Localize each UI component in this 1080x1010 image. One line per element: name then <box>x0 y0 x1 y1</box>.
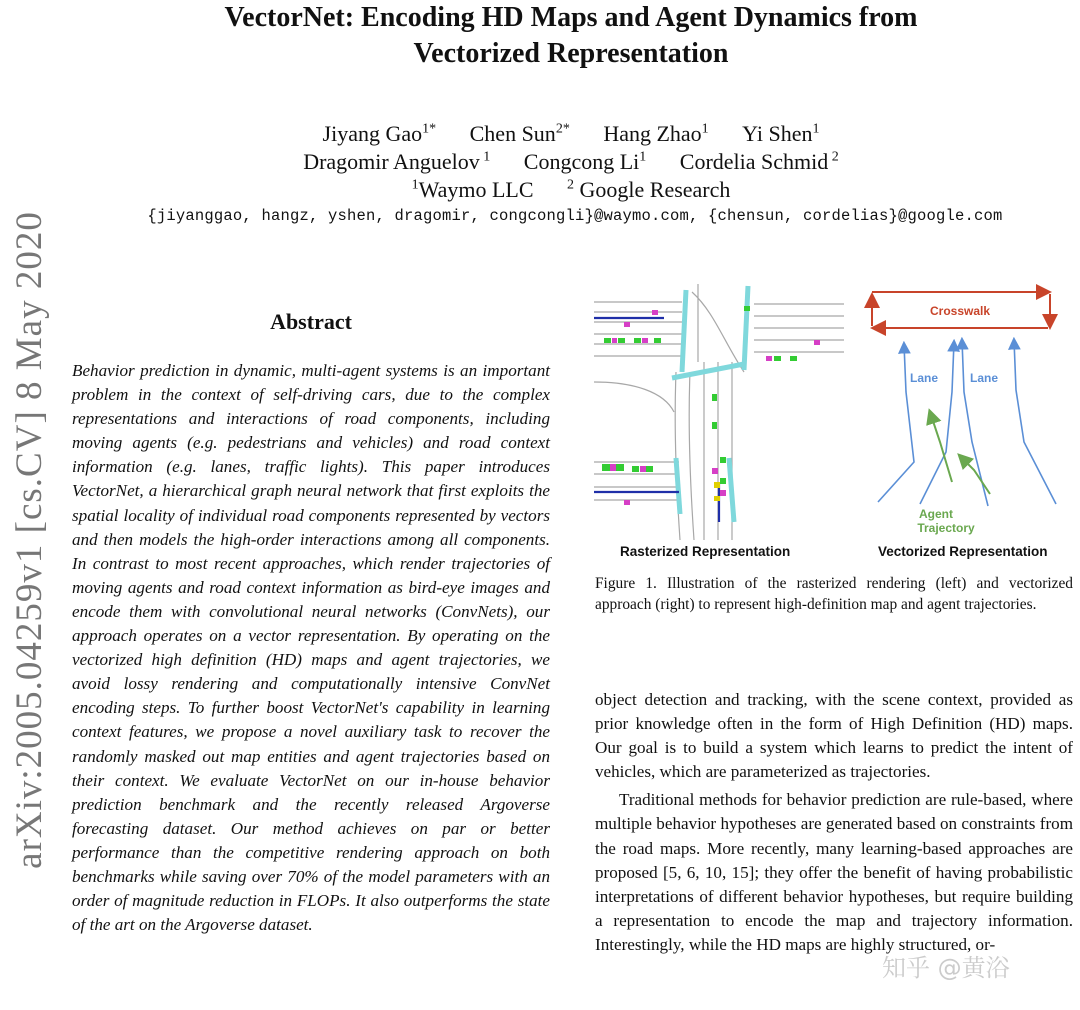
paragraph: object detection and tracking, with the scene context, provided as prior knowledge often in the form of High Definition (HD) maps. Our goal is to build a system which learns to predict the intent of vehicles, which are parameterized as trajectories. <box>595 690 1073 782</box>
rasterized-label: Rasterized Representation <box>620 544 791 559</box>
author: Congcong Li$^1$ <box>523 149 647 175</box>
rasterized-map-image <box>594 282 844 540</box>
author: Hang Zhao$^1$ <box>603 121 709 147</box>
paragraph: Traditional methods for behavior prediction are rule-based, where multiple behavior hypotheses are generated based on constraints from the road maps. More recently, many learning-based approaches are proposed [5, 6, 10, 15]; they offer the benefit of having probabilistic interpretations of different behavior hypotheses, but require building a representation to encode the map and trajectory information. Interestingly, while the HD maps are highly structured, or- <box>595 790 1073 954</box>
lane-label-1: Lane <box>909 371 939 385</box>
author-emails: {jiyanggao, hangz, yshen, dragomir, congcongli}@waymo.com, {chensun, cordelias}@google.com <box>147 207 1003 225</box>
figure-caption: Figure 1. Illustration of the rasterized rendering (left) and vectorized approach (right) to represent high-definition map and agent trajectories. <box>595 575 1073 613</box>
watermark: 知乎 @黄浴 <box>882 954 1010 982</box>
vectorized-label: Vectorized Representation <box>878 544 1048 559</box>
affiliations <box>200 172 942 204</box>
paper-title-line1: VectorNet: Encoding HD Maps and Agent Dynamics from <box>224 2 918 33</box>
paper-title <box>140 0 1002 72</box>
vectorized-map-diagram <box>864 282 1074 540</box>
crosswalk-label: Crosswalk <box>929 304 991 318</box>
paper-title-line2: Vectorized Representation <box>413 38 729 69</box>
body-text-right-column <box>595 688 1073 961</box>
abstract-heading: Abstract <box>270 309 352 334</box>
lane-label-2: Lane <box>969 371 999 385</box>
author: Dragomir Anguelov $^1$ <box>303 149 491 175</box>
figure-1 <box>594 282 1074 572</box>
affiliation: $^2$ Google Research <box>567 177 731 203</box>
author: Chen Sun$^{2*}$ <box>469 121 570 147</box>
affiliation: $^1$Waymo LLC <box>411 177 534 203</box>
author: Yi Shen$^1$ <box>742 121 820 147</box>
agent-label-line2: Trajectory <box>917 521 975 535</box>
author: Jiyang Gao$^{1*}$ <box>322 121 437 147</box>
author: Cordelia Schmid $^2$ <box>679 149 839 175</box>
abstract-text: Behavior prediction in dynamic, multi-agent systems is an important problem in the context of self-driving cars, due to the complex representations and interactions of road components, including moving agents (e.g. pedestrians and vehicles) and road context information (e.g. lanes, traffic lights). This paper introduces VectorNet, a hierarchical graph neural network that first exploits the spatial locality of individual road components represented by vectors and then models the high-order interactions among all components. In contrast to most recent approaches, which render trajectories of moving agents and road context information as bird-eye images and encode them with convolutional neural networks (ConvNets), our approach operates on a vector representation. By operating on the vectorized high definition (HD) maps and agent trajectories, we avoid lossy rendering and computationally intensive ConvNet encoding steps. To further boost VectorNet's capability in learning context features, we propose a novel auxiliary task to recover the randomly masked out map entities and agent trajectories based on their context. We evaluate VectorNet on our in-house behavior prediction benchmark and the recently released Argoverse forecasting dataset. Our method achieves on par or better performance than the competitive rendering approach on both benchmarks while saving over 70% of the model parameters with an order of magnitude reduction in FLOPs. It also outperforms the state of the art on the Argoverse dataset. <box>72 361 550 935</box>
agent-label-line1: Agent <box>919 507 953 521</box>
arxiv-stamp: arXiv:2005.04259v1 [cs.CV] 8 May 2020 <box>9 211 50 869</box>
